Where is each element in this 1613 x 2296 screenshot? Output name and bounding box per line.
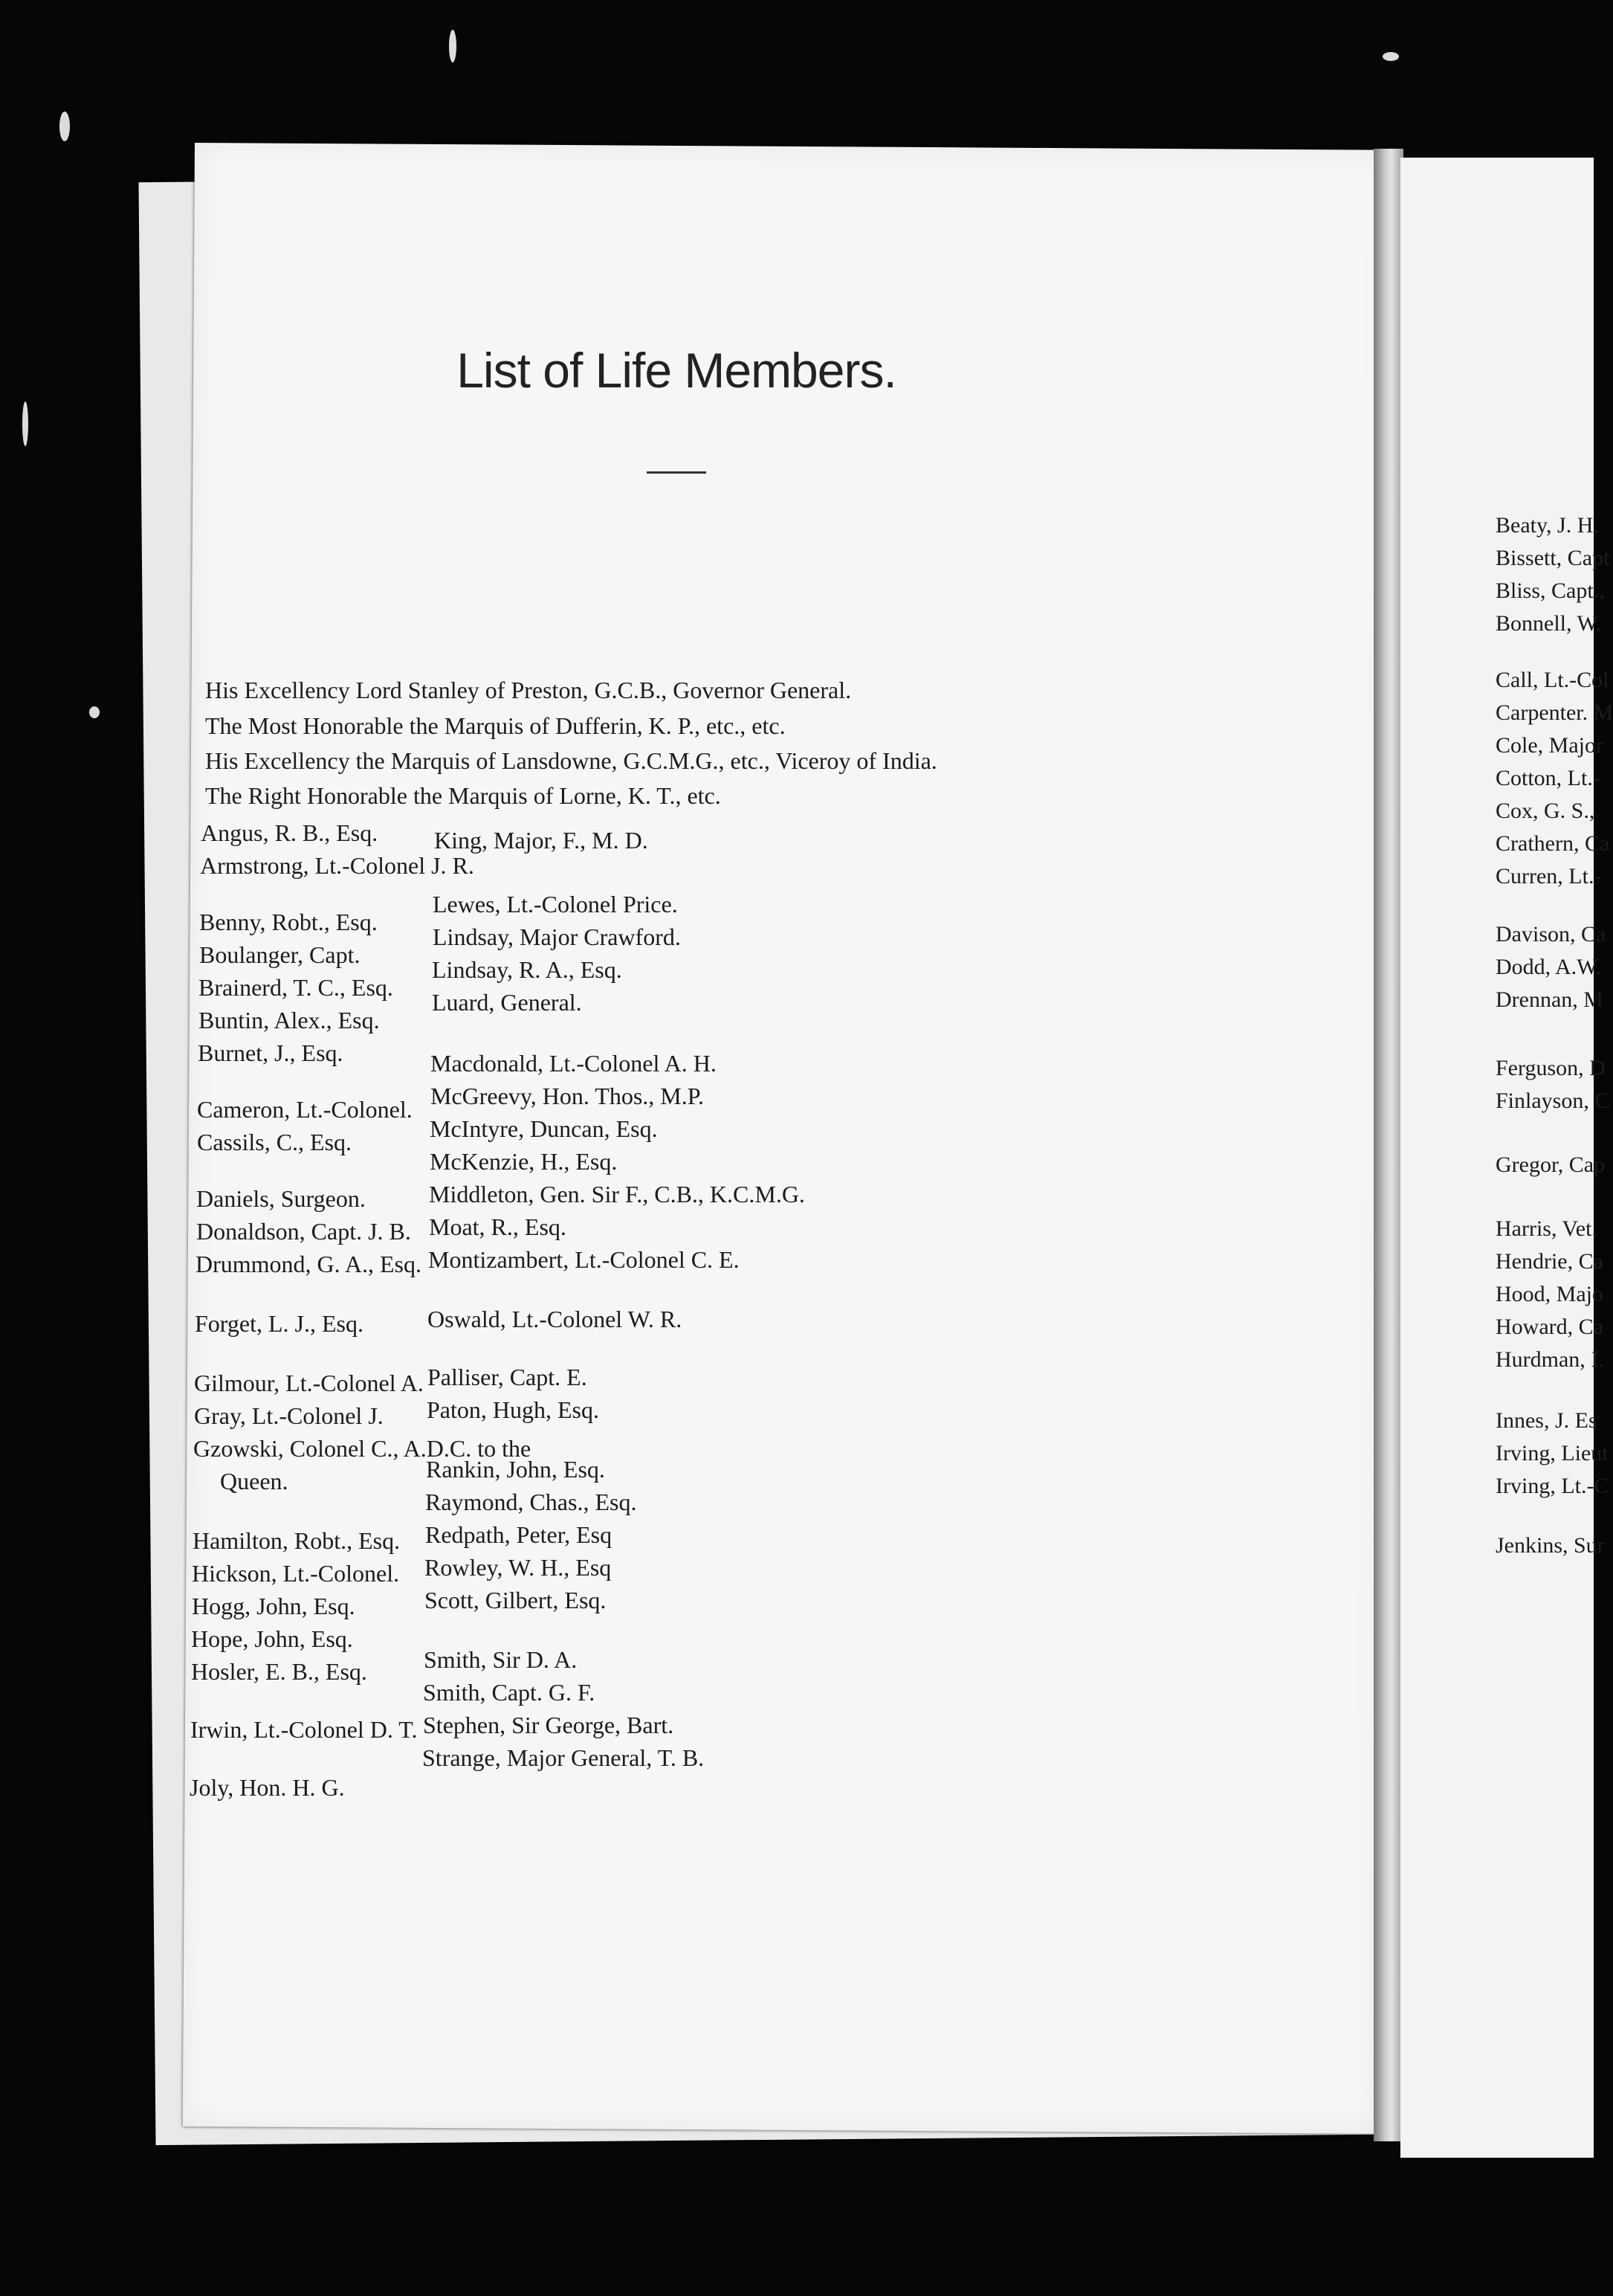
facing-page-entry: Ferguson, D [1496,1056,1606,1080]
member-entry: Armstrong, Lt.-Colonel J. R. [200,852,474,879]
book-spine [1374,149,1403,2141]
member-entry: Irwin, Lt.-Colonel D. T. [190,1716,418,1743]
facing-page-entry: Dodd, A.W. [1496,955,1602,979]
member-entry: Gzowski, Colonel C., A.D.C. to the [193,1435,531,1462]
facing-page-entry: Cole, Major [1496,733,1603,758]
facing-page-entry: Bonnell, W. [1496,611,1602,636]
member-entry: Forget, L. J., Esq. [195,1310,363,1337]
member-entry: Boulanger, Capt. [199,941,361,968]
member-entry: Paton, Hugh, Esq. [427,1396,599,1423]
member-entry: Macdonald, Lt.-Colonel A. H. [430,1050,717,1077]
member-entry: Gray, Lt.-Colonel J. [194,1402,384,1429]
facing-page-entry: Crathern, Ca [1496,831,1610,856]
facing-page-entry: Irving, Lt.-C [1496,1474,1609,1498]
facing-page-entry: Carpenter. M [1496,700,1613,725]
dignitary-line: His Excellency the Marquis of Lansdowne, G.C.M.G., etc., Viceroy of India. [205,747,937,774]
member-entry: Redpath, Peter, Esq [425,1521,612,1548]
member-entry: Cassils, C., Esq. [197,1129,352,1155]
member-entry: Hamilton, Robt., Esq. [193,1527,401,1554]
member-entry: McGreevy, Hon. Thos., M.P. [430,1083,704,1109]
member-entry: Daniels, Surgeon. [196,1185,366,1212]
dignitary-line: The Most Honorable the Marquis of Dufferin, K. P., etc., etc. [205,712,786,739]
member-entry: Gilmour, Lt.-Colonel A. [194,1370,424,1396]
member-entry: Oswald, Lt.-Colonel W. R. [427,1306,682,1332]
facing-page-entry: Hurdman, I. [1496,1347,1604,1372]
dust-speck [59,112,70,141]
member-entry: Hosler, E. B., Esq. [191,1658,367,1685]
facing-page-entry: Irving, Lieut [1496,1441,1609,1465]
member-entry: Rankin, John, Esq. [426,1456,605,1483]
member-entry-continuation: Queen. [220,1468,288,1494]
member-entry: Cameron, Lt.-Colonel. [197,1096,413,1123]
member-entry: Luard, General. [432,989,582,1016]
facing-page-entry: Innes, J. Es [1496,1408,1597,1433]
member-entry: Moat, R., Esq. [429,1213,566,1240]
member-entry: Strange, Major General, T. B. [422,1744,705,1771]
member-entry: Stephen, Sir George, Bart. [423,1712,674,1738]
member-entry: Raymond, Chas., Esq. [425,1489,637,1515]
facing-page-entry: Bissett, Capt [1496,546,1610,570]
dust-speck [1383,52,1399,61]
member-entry: Donaldson, Capt. J. B. [196,1218,411,1245]
member-entry: Burnet, J., Esq. [198,1039,343,1066]
member-entry: Drummond, G. A., Esq. [195,1251,421,1277]
facing-page-entry: Cox, G. S., [1496,799,1595,823]
member-entry: Lindsay, R. A., Esq. [432,956,622,983]
member-entry: Lindsay, Major Crawford. [433,923,681,950]
member-entry: McIntyre, Duncan, Esq. [430,1115,658,1142]
dignitary-line: His Excellency Lord Stanley of Preston, G.C.B., Governor General. [205,677,852,703]
member-entry: Hogg, John, Esq. [192,1593,355,1619]
member-entry: Middleton, Gen. Sir F., C.B., K.C.M.G. [429,1181,805,1207]
facing-page-entry: Curren, Lt.- [1496,864,1602,889]
member-entry: Angus, R. B., Esq. [201,819,378,846]
facing-page-entry: Call, Lt.-Col [1496,668,1609,692]
member-entry: Joly, Hon. H. G. [190,1774,345,1801]
member-entry: Smith, Sir D. A. [424,1646,578,1673]
facing-page-entry: Drennan, M [1496,987,1603,1012]
facing-page-entry: Davison, Ca [1496,922,1606,947]
member-entry: King, Major, F., M. D. [434,827,648,854]
dignitary-line: The Right Honorable the Marquis of Lorne, K. T., etc. [205,782,721,809]
facing-page-entry: Gregor, Cap [1496,1152,1606,1177]
member-entry: Palliser, Capt. E. [427,1364,587,1390]
member-entry: Montizambert, Lt.-Colonel C. E. [428,1246,740,1273]
member-entry: Scott, Gilbert, Esq. [424,1587,607,1613]
member-entry: Smith, Capt. G. F. [423,1679,595,1706]
facing-page-entry: Cotton, Lt.- [1496,766,1600,790]
member-entry: Hickson, Lt.-Colonel. [192,1560,400,1587]
facing-page-entry: Finlayson, C [1496,1089,1610,1113]
member-entry: Hope, John, Esq. [191,1625,353,1652]
facing-page-entry: Beaty, J. H. [1496,513,1599,538]
facing-page-entry: Harris, Vet. [1496,1216,1597,1241]
dust-speck [22,402,28,446]
left-page [183,143,1389,2134]
member-entry: Buntin, Alex., Esq. [198,1007,380,1033]
facing-page-entry: Bliss, Capt., [1496,578,1605,603]
member-entry: Benny, Robt., Esq. [199,909,378,935]
member-entry: Brainerd, T. C., Esq. [198,974,393,1001]
facing-page-entry: Hendrie, Ca [1496,1249,1603,1274]
facing-page-entry: Jenkins, Sur [1496,1533,1605,1558]
dust-speck [89,706,100,718]
member-entry: McKenzie, H., Esq. [430,1148,618,1175]
page-title: List of Life Members. [456,343,896,398]
member-entry: Rowley, W. H., Esq [424,1554,612,1581]
facing-page-entry: Howard, Ca [1496,1315,1603,1339]
title-rule [647,471,706,474]
member-entry: Lewes, Lt.-Colonel Price. [433,891,678,918]
dust-speck [449,30,456,62]
facing-page-entry: Hood, Majo [1496,1282,1603,1306]
